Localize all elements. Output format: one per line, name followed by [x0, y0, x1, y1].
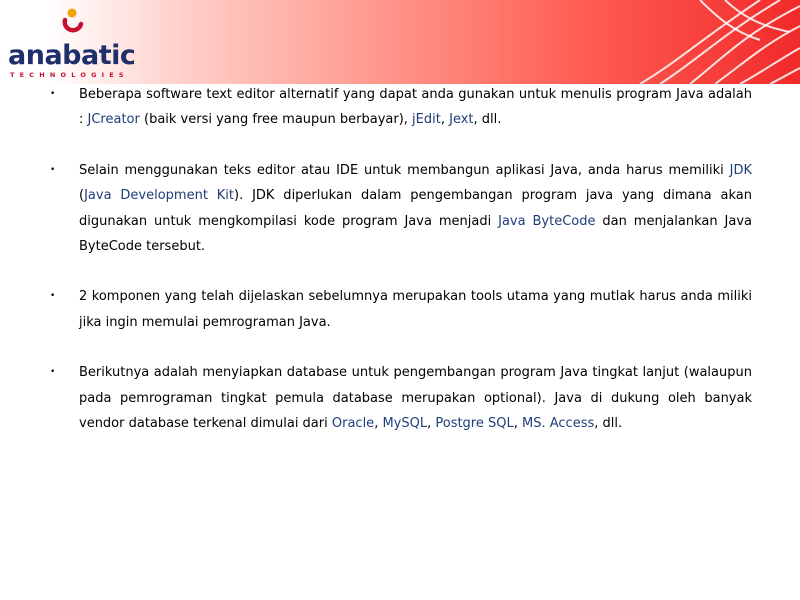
link-mysql[interactable]: MySQL: [382, 416, 428, 432]
company-logo: [6, 6, 136, 80]
link-ms-access[interactable]: MS. Access: [522, 416, 595, 432]
link-jcreator[interactable]: JCreator: [87, 112, 140, 128]
logo-wordmark: anabatic: [8, 40, 136, 71]
logo-mark-icon: [62, 8, 84, 38]
list-item: • Selain menggunakan teks editor atau IDE untuk membangun aplikasi Java, anda harus memiliki JDK (Java Development Kit). JDK diperlukan dalam pengembangan program java yang dimana akan digunakan untuk mengkompilasi kode program Java menjadi Java ByteCode dan menjalankan Java ByteCode tersebut.: [50, 158, 752, 260]
bullet-icon: •: [50, 164, 56, 175]
link-jdk[interactable]: JDK: [729, 162, 752, 178]
link-java-bytecode[interactable]: Java ByteCode: [498, 213, 596, 229]
list-item: • Berikutnya adalah menyiapkan database untuk pengembangan program Java tingkat lanjut (walaupun pada pemrograman tingkat pemula database merupakan optional). Java di dukung oleh banyak vendor database terkenal dimulai dari Oracle, MySQL, Postgre SQL, MS. Access, dll.: [50, 360, 752, 436]
link-jext[interactable]: Jext: [449, 112, 474, 128]
link-java-development-kit[interactable]: Java Development Kit: [84, 188, 235, 204]
bullet-list: [50, 82, 752, 436]
logo-tagline: TECHNOLOGIES: [10, 71, 129, 79]
bullet-icon: •: [50, 291, 56, 302]
list-item: • 2 komponen yang telah dijelaskan sebelumnya merupakan tools utama yang mutlak harus anda miliki jika ingin memulai pemrograman Java.: [50, 284, 752, 335]
bullet-icon: •: [50, 367, 56, 378]
link-oracle[interactable]: Oracle: [331, 416, 375, 432]
link-jedit[interactable]: jEdit: [412, 112, 441, 128]
bullet-icon: •: [50, 89, 56, 99]
link-postgre-sql[interactable]: Postgre SQL: [435, 416, 514, 432]
list-item: • Beberapa software text editor alternatif yang dapat anda gunakan untuk menulis program Java adalah : JCreator (baik versi yang free maupun berbayar), jEdit, Jext, dll.: [50, 82, 752, 133]
